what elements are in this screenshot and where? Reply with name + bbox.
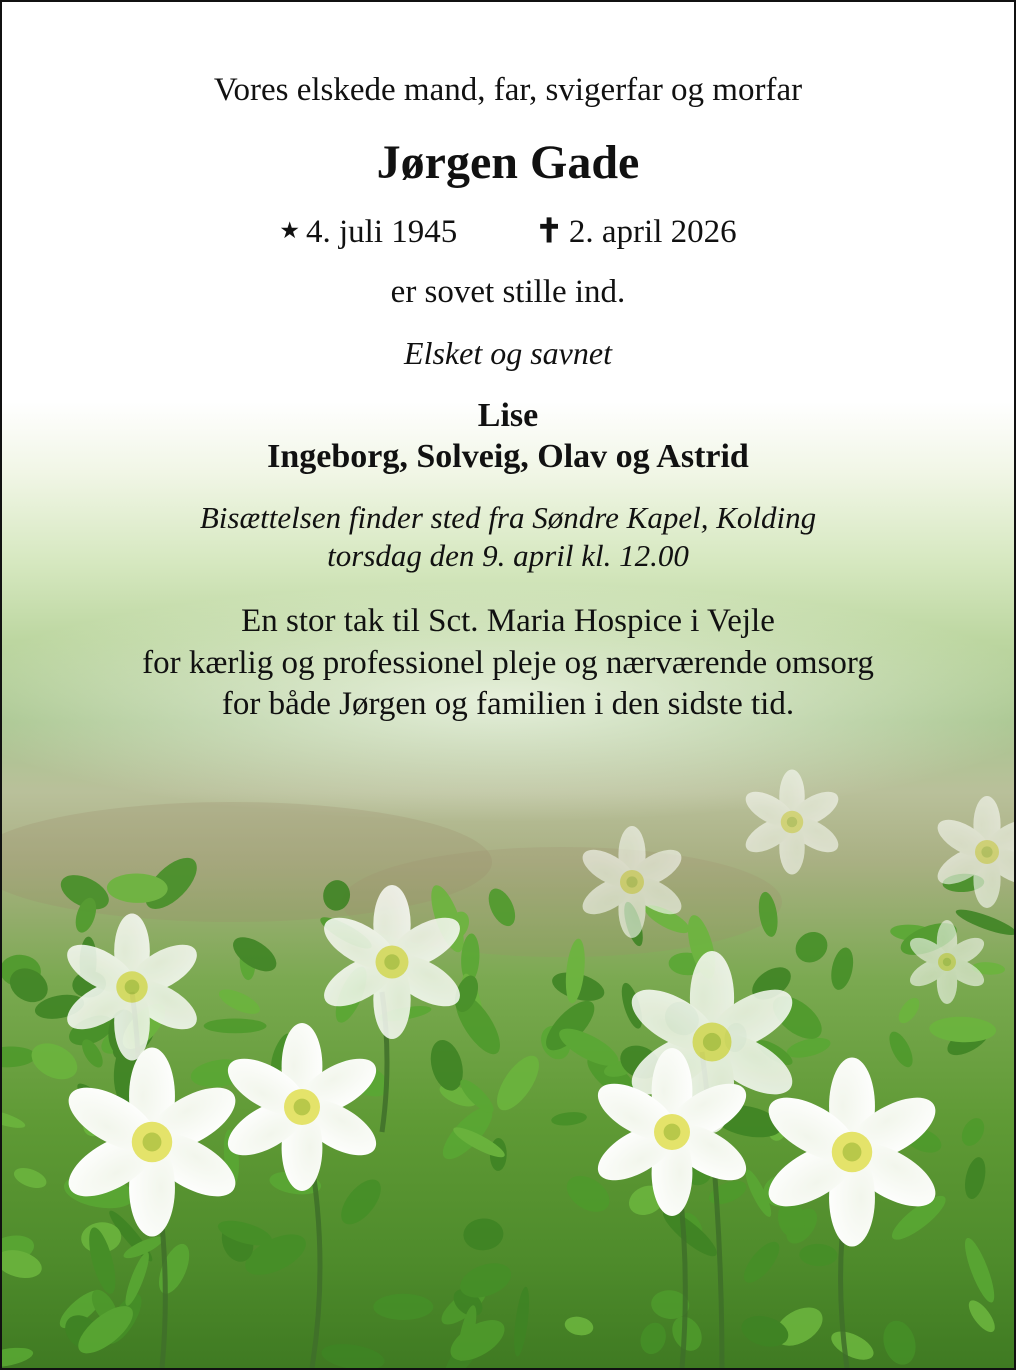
birth-date: 4. juli 1945	[305, 214, 458, 250]
sleep-line: er sovet stille ind.	[390, 274, 626, 310]
thanks-line-2: for kærlig og professionel pleje og nærværende omsorg	[142, 645, 874, 681]
cross-icon: ✝	[535, 214, 563, 250]
death-date-group	[535, 211, 736, 251]
intro-line: Vores elskede mand, far, svigerfar og morfar	[213, 72, 803, 108]
family-children: Ingeborg, Solveig, Olav og Astrid	[267, 438, 749, 475]
thanks-line-1: En stor tak til Sct. Maria Hospice i Vejle	[241, 603, 775, 639]
thanks-line-3: for både Jørgen og familien i den sidste tid.	[221, 686, 795, 722]
funeral-time: torsdag den 9. april kl. 12.00	[327, 538, 689, 573]
life-dates	[2, 211, 1014, 251]
loved-line: Elsket og savnet	[404, 335, 612, 371]
death-date: 2. april 2026	[568, 214, 737, 250]
deceased-name: Jørgen Gade	[376, 136, 640, 189]
wood-anemone-image	[2, 2, 1014, 1368]
birth-date-group	[279, 214, 457, 251]
funeral-location: Bisættelsen finder sted fra Søndre Kapel, Kolding	[199, 500, 817, 535]
star-icon: ★	[279, 218, 300, 243]
family-spouse: Lise	[477, 397, 539, 434]
